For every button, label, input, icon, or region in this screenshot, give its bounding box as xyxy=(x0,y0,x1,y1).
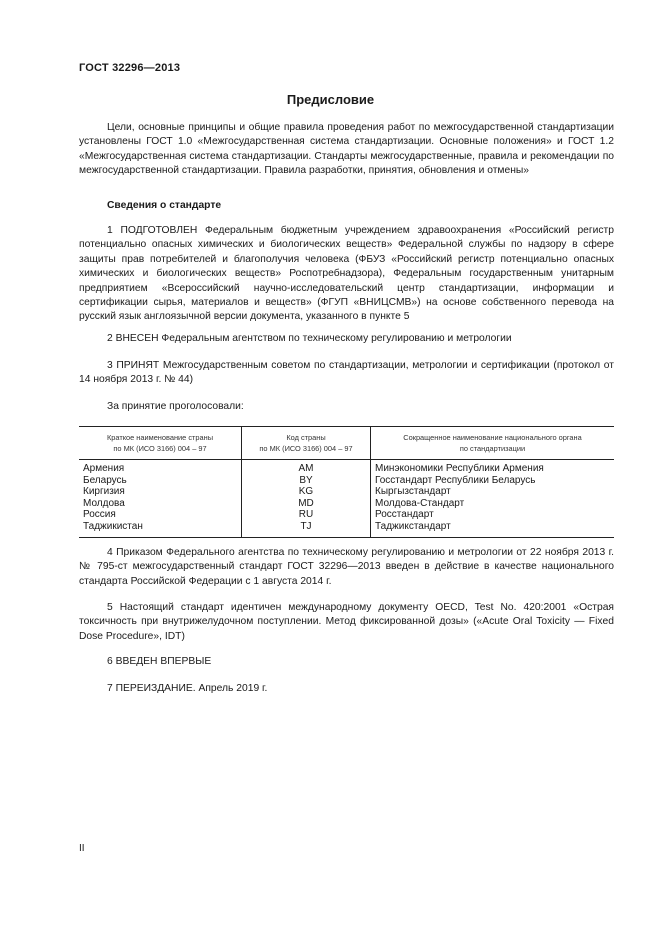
item-5-paragraph: 5 Настоящий стандарт идентичен международному документу OECD, Test No. 420:2001 «Острая токсичность при внутрижелудочном поступлении. Метод фиксированной дозы» («Acute Oral Toxicity — Fixed Dose Procedure», IDT) xyxy=(79,602,614,642)
body-column xyxy=(371,460,615,538)
body-cell: Таджикстандарт xyxy=(375,520,451,532)
standard-id: ГОСТ 32296—2013 xyxy=(79,62,181,74)
header-code-line2: по МК (ИСО 3166) 004 – 97 xyxy=(259,444,353,453)
code-cell: RU xyxy=(298,509,314,521)
country-cell: Армения xyxy=(83,463,125,474)
item-2-paragraph: 2 ВНЕСЕН Федеральным агентством по техническому регулированию и метрологии xyxy=(107,333,512,344)
intro-paragraph: Цели, основные принципы и общие правила проведения работ по межгосударственной стандартизации установлены ГОСТ 1.0 «Межгосударственная система стандартизации. Основные положения» и ГОСТ 1.2 «Межгосударственная система стандартизации. Стандарты межгосударственные, правила и рекомендации по межгосударственной стандартизации. Правила разработки, принятия, обновления и отмены» xyxy=(79,122,614,177)
code-cell: TJ xyxy=(300,520,312,532)
voted-label: За принятие проголосовали: xyxy=(107,401,244,412)
code-cell: AM xyxy=(298,463,314,474)
item-3-paragraph: 3 ПРИНЯТ Межгосударственным советом по стандартизации, метрологии и сертификации (протокол от 14 ноября 2013 г. № 44) xyxy=(79,360,614,386)
country-cell: Россия xyxy=(83,509,116,521)
header-country xyxy=(79,427,242,460)
header-code xyxy=(242,427,371,460)
body-cell: Минэкономики Республики Армения xyxy=(375,463,544,474)
code-cell: KG xyxy=(298,486,314,498)
header-country-line1: Краткое наименование страны xyxy=(106,433,214,442)
body-cell: Росстандарт xyxy=(375,509,434,521)
page-title: Предисловие xyxy=(286,92,375,107)
country-cell: Молдова xyxy=(83,497,125,509)
section-heading: Сведения о стандарте xyxy=(107,200,222,211)
country-cell: Таджикистан xyxy=(83,520,143,532)
country-column xyxy=(79,460,242,538)
page-number: II xyxy=(79,843,85,854)
item-6-paragraph: 6 ВВЕДЕН ВПЕРВЫЕ xyxy=(107,656,212,667)
item-7-paragraph: 7 ПЕРЕИЗДАНИЕ. Апрель 2019 г. xyxy=(107,683,268,694)
code-cell: BY xyxy=(299,474,313,486)
body-cell: Молдова-Стандарт xyxy=(375,497,465,509)
header-body-line2: по стандартизации xyxy=(459,444,526,453)
item-1-paragraph: 1 ПОДГОТОВЛЕН Федеральным бюджетным учреждением здравоохранения «Российский регистр потенциально опасных химических и биологических веществ» Федеральной службы по надзору в сфере защиты прав потребителей и благополучия человека (ФБУЗ «Российский регистр потенциально опасных химических и биологических веществ» Роспотребнадзора), Федеральным государственным унитарным предприятием «Всероссийский научно-исследовательский центр стандартизации, информации и сертификации сырья, материалов и веществ» (ФГУП «ВНИЦСМВ») на основе собственного перевода на русский язык англоязычной версии документа, указанного в пункте 5 xyxy=(79,225,614,323)
table-row xyxy=(79,460,614,538)
header-code-line1: Код страны xyxy=(286,433,326,442)
voting-table xyxy=(79,426,614,538)
code-cell: MD xyxy=(298,497,314,509)
header-body xyxy=(371,427,615,460)
body-cell: Кыргызстандарт xyxy=(375,486,451,498)
item-4-paragraph: 4 Приказом Федерального агентства по техническому регулированию и метрологии от 22 ноября 2013 г. № 795-ст межгосударственный стандарт ГОСТ 32296—2013 введен в действие в качестве национального стандарта Российской Федерации с 1 августа 2014 г. xyxy=(79,547,614,587)
country-cell: Киргизия xyxy=(83,486,125,498)
country-cell: Беларусь xyxy=(83,474,127,486)
body-cell: Госстандарт Республики Беларусь xyxy=(375,474,536,486)
header-body-line1: Сокращенное наименование национального органа xyxy=(403,433,582,442)
code-column xyxy=(242,460,371,538)
header-country-line2: по МК (ИСО 3166) 004 – 97 xyxy=(113,444,207,453)
table-header-row xyxy=(79,427,614,460)
